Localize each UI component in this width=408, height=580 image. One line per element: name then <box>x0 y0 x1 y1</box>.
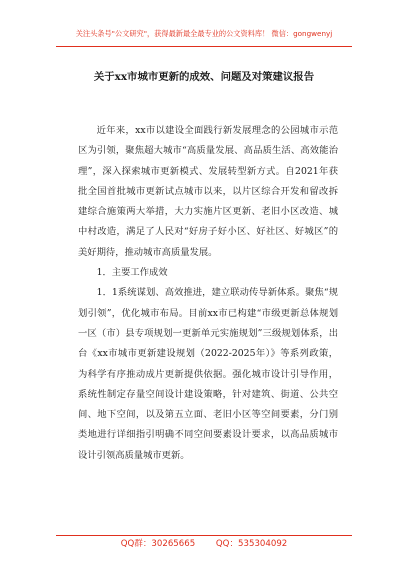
document-body <box>78 121 338 466</box>
document-title: 关于xx市城市更新的成效、问题及对策建议报告 <box>93 71 315 83</box>
footer-divider <box>56 535 352 536</box>
header-banner: 关注头条号"公文研究"，获得最新最全最专业的公文资料库！ 微信：gongwenyj <box>75 29 333 38</box>
section-paragraph: 1．1系统谋划、高效推进，建立联动传导新体系。聚焦“规划引领”，优化城市布局。目前xx市已构建“市级更新总体规划一区（市）县专项规划一更新单元实施规划”三级规划体系，出台《xx市城市更新建设规划（2022-2025年）》等系列政策，为科学有序推动成片更新提供依据。强化城市设计引导作用，系统性制定存量空间设计建设策略，针对建筑、街道、公共空间、地下空间，以及第五立面、老旧小区等空间要素，分门别类地进行详细指引明确不同空间要素设计要求，以高品质城市设计引领高质量城市更新。 <box>78 287 338 461</box>
qq-group-number: QQ群：30265665 <box>120 539 196 549</box>
header-divider <box>56 46 352 47</box>
footer-contact <box>0 538 408 550</box>
section-heading: 1．主要工作成效 <box>96 267 168 279</box>
qq-number: QQ：535304092 <box>215 539 288 549</box>
intro-paragraph: 近年来，xx市以建设全面践行新发展理念的公园城市示范区为引领，聚焦超大城市“高质量发展、高品质生活、高效能治理”，深入探索城市更新模式、发展转型新方式。自2021年获批全国首批城市更新试点城市以来，以片区综合开发和留改拆建综合施策两大举措，大力实施片区更新、老旧小区改造、城中村改造，满足了人民对“好房子好小区、好社区、好城区”的美好期待，推动城市高质量发展。 <box>78 125 338 258</box>
